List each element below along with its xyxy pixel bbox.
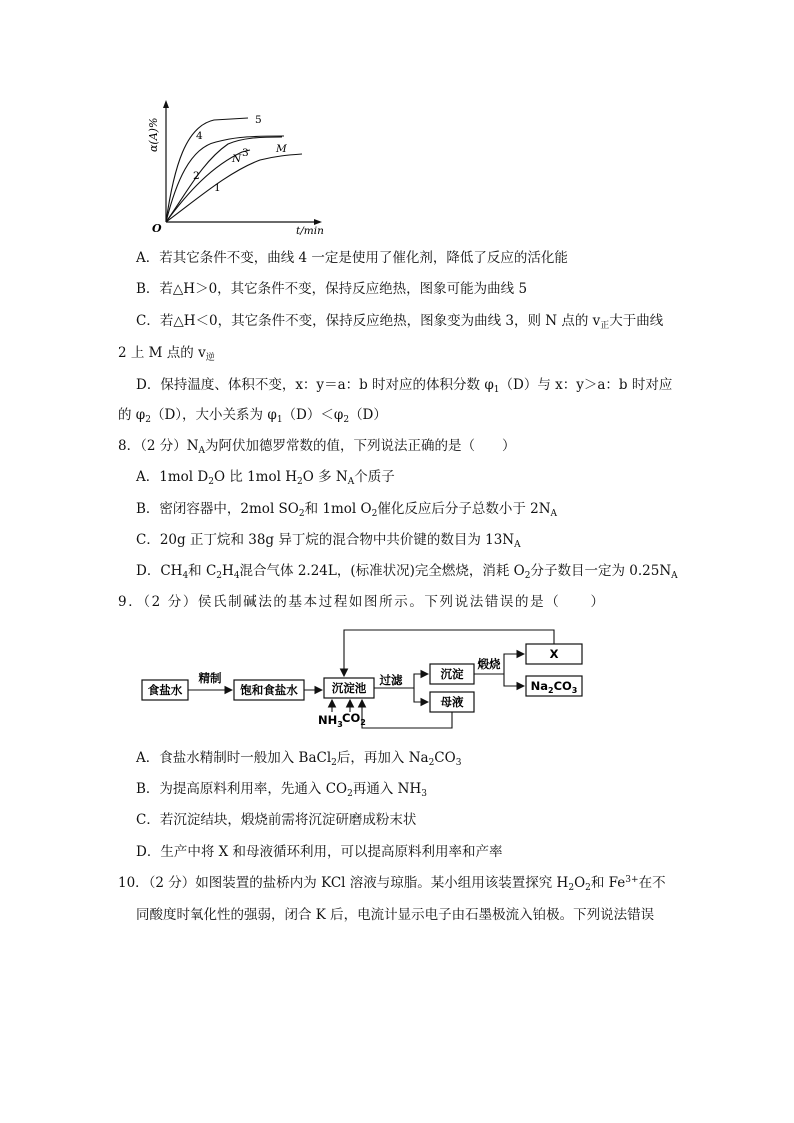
q8-a-sub3: A: [347, 477, 355, 487]
curve-label-2: 2: [193, 170, 200, 182]
q8-stem: [118, 436, 516, 456]
q8-option-c: [136, 530, 521, 550]
q9-a-mid2: CO: [434, 750, 456, 766]
origin-label: O: [152, 222, 162, 235]
conversion-time-graph: [142, 96, 342, 236]
q10-l1-mid2: 和 Fe: [590, 875, 626, 891]
q9-a-sub2: 2: [428, 758, 435, 768]
q10-l1-sub2: 2: [585, 883, 591, 893]
q8-d-mid1: 和 C: [188, 563, 217, 579]
q8-d-mid2: H: [222, 563, 234, 579]
arrow-filter-to-liquor: [414, 688, 428, 702]
q8-b-sub2: 2: [371, 509, 378, 519]
q8-option-a: [136, 467, 395, 487]
q8-d-pre: D．CH: [136, 563, 183, 579]
q9-b-pre: B．为提高原料利用率，先通入 CO: [136, 781, 348, 797]
q7-c-sub: 正: [600, 321, 610, 331]
q10-l1-post: 在不: [638, 875, 666, 891]
q10-l1-sup: 3+: [625, 875, 639, 885]
q7-option-a: A．若其它条件不变，曲线 4 一定是使用了催化剂，降低了反应的活化能: [136, 250, 568, 266]
q8-c-sub: A: [514, 540, 521, 550]
x-axis-label: t/min: [296, 225, 324, 236]
q9-stem: 9．（2 分）侯氏制碱法的基本过程如图所示。下列说法错误的是（ ）: [118, 594, 606, 610]
q7-d-l2b: （D），大小关系为 φ: [150, 407, 277, 423]
q7-option-c-cont: [118, 343, 215, 363]
q8-a-mid: O 比 1mol H: [213, 469, 297, 485]
hou-process-flowchart: [138, 624, 598, 734]
q9-b-sub2: 3: [421, 789, 427, 799]
label-calcine: 煅烧: [477, 657, 501, 671]
q8-b-sub1: 2: [298, 509, 305, 519]
q8-stem-sub: A: [198, 446, 206, 456]
q8-stem-post: 为阿伏加德罗常数的值，下列说法正确的是（ ）: [205, 438, 516, 454]
curve-label-4: 4: [196, 130, 203, 142]
q7-c-line2: 2 上 M 点的 v: [118, 345, 206, 361]
arrow-to-na2co3: [504, 674, 524, 686]
q7-d-l2d: （D）: [349, 407, 387, 423]
q7-c-line2-sub: 逆: [205, 353, 215, 363]
label-mother-liquor: 母液: [440, 695, 464, 709]
q7-d-l2-sub3: 1: [276, 415, 283, 425]
q8-a-mid2: O 多 N: [302, 469, 348, 485]
q9-b-sub1: 2: [347, 789, 353, 799]
label-nh3: $NH_3$: [318, 713, 343, 729]
q9-option-a: [136, 748, 461, 768]
q8-d-mid4: 分子数目一定为 0.25N: [530, 563, 672, 579]
label-x: X: [549, 647, 559, 661]
q7-c-post: 大于曲线: [609, 313, 664, 329]
q8-a-sub1: 2: [208, 477, 214, 487]
arrow-to-x: [504, 654, 524, 674]
q9-b-mid: 再通入 NH: [352, 781, 422, 797]
q9-option-b: [136, 779, 427, 799]
q10-l1-mid: O: [574, 875, 586, 891]
q7-d-l2c: （D）＜φ: [282, 407, 344, 423]
q8-stem-pre: 8．（2 分）N: [118, 438, 199, 454]
q7-option-b: B．若△H＞0，其它条件不变，保持反应绝热，图象可能为曲线 5: [136, 281, 528, 297]
q8-a-post: 个质子: [354, 469, 395, 485]
label-co2: $CO_2$: [342, 711, 366, 727]
q8-d-sub5: A: [671, 571, 678, 581]
label-saturated-brine: 饱和食盐水: [240, 683, 298, 697]
curve-label-1: 1: [214, 182, 221, 194]
q8-a-sub2: 2: [297, 477, 303, 487]
q7-d-l2a: 的 φ: [118, 407, 146, 423]
q8-b-mid: 和 1mol O: [304, 501, 372, 517]
q7-d-mid1: （D）与 x：y＞a：b 时对应: [499, 377, 673, 393]
label-na2co3: $Na_2CO_3$: [530, 679, 578, 695]
point-label-m: M: [276, 143, 287, 155]
label-brine: 食盐水: [147, 683, 183, 697]
q8-d-sub1: 4: [182, 571, 189, 581]
y-axis-arrow: [163, 100, 169, 108]
q7-c-text: C．若△H＜0，其它条件不变，保持反应绝热，图象变为曲线 3，则 N 点的 v: [136, 313, 601, 329]
q9-a-sub3: 3: [455, 758, 462, 768]
q8-option-d: [136, 561, 678, 581]
q7-d-l2-sub4: 2: [343, 415, 350, 425]
q7-d-l2-sub2: 2: [145, 415, 151, 425]
q7-option-d-cont: [118, 405, 387, 425]
label-tank: 沉淀池: [331, 681, 367, 695]
q9-a-mid: 后，再加入 Na: [336, 750, 429, 766]
label-precipitate: 沉淀: [440, 667, 464, 681]
q9-option-d: D．生产中将 X 和母液循环利用，可以提高原料利用率和产率: [136, 844, 503, 860]
q10-l1-pre: 10．（2 分）如图装置的盐桥内为 KCl 溶液与琼脂。某小组用该装置探究 H: [118, 875, 569, 891]
q9-a-pre: A．食盐水精制时一般加入 BaCl: [136, 750, 332, 766]
q7-option-c: [136, 311, 663, 331]
q8-b-sub3: A: [550, 509, 558, 519]
q9-a-sub1: 2: [331, 758, 337, 768]
q8-d-sub4: 2: [524, 571, 531, 581]
curve-label-5: 5: [255, 114, 262, 126]
q8-c-pre: C．20g 正丁烷和 38g 异丁烷的混合物中共价键的数目为 13N: [136, 532, 515, 548]
q8-d-sub3: 4: [233, 571, 240, 581]
label-filter: 过滤: [379, 673, 403, 687]
q7-d-text: D．保持温度、体积不变，x：y＝a：b 时对应的体积分数 φ: [136, 377, 494, 393]
point-label-n: N: [232, 153, 242, 165]
q8-a-pre: A．1mol D: [136, 469, 209, 485]
y-axis-label: α(A)%: [147, 117, 160, 152]
q7-option-d: [136, 375, 672, 395]
q7-d-sub1: 1: [493, 385, 500, 395]
q10-stem: [118, 873, 666, 893]
q8-b-pre: B．密闭容器中，2mol SO: [136, 501, 299, 517]
q8-d-sub2: 2: [216, 571, 223, 581]
q8-d-mid3: 混合气体 2.24L，(标准状况)完全燃烧，消耗 O: [239, 563, 525, 579]
q10-stem-cont: 同酸度时氧化性的强弱，闭合 K 后，电流计显示电子由石墨极流入铂极。下列说法错误: [136, 907, 655, 923]
curve-label-3: 3: [242, 147, 249, 159]
q10-l1-sub1: 2: [568, 883, 575, 893]
q9-option-c: C．若沉淀结块，煅烧前需将沉淀研磨成粉末状: [136, 812, 417, 828]
q8-option-b: [136, 499, 557, 519]
q8-b-mid2: 催化反应后分子总数小于 2N: [377, 501, 551, 517]
label-refine: 精制: [198, 671, 222, 685]
